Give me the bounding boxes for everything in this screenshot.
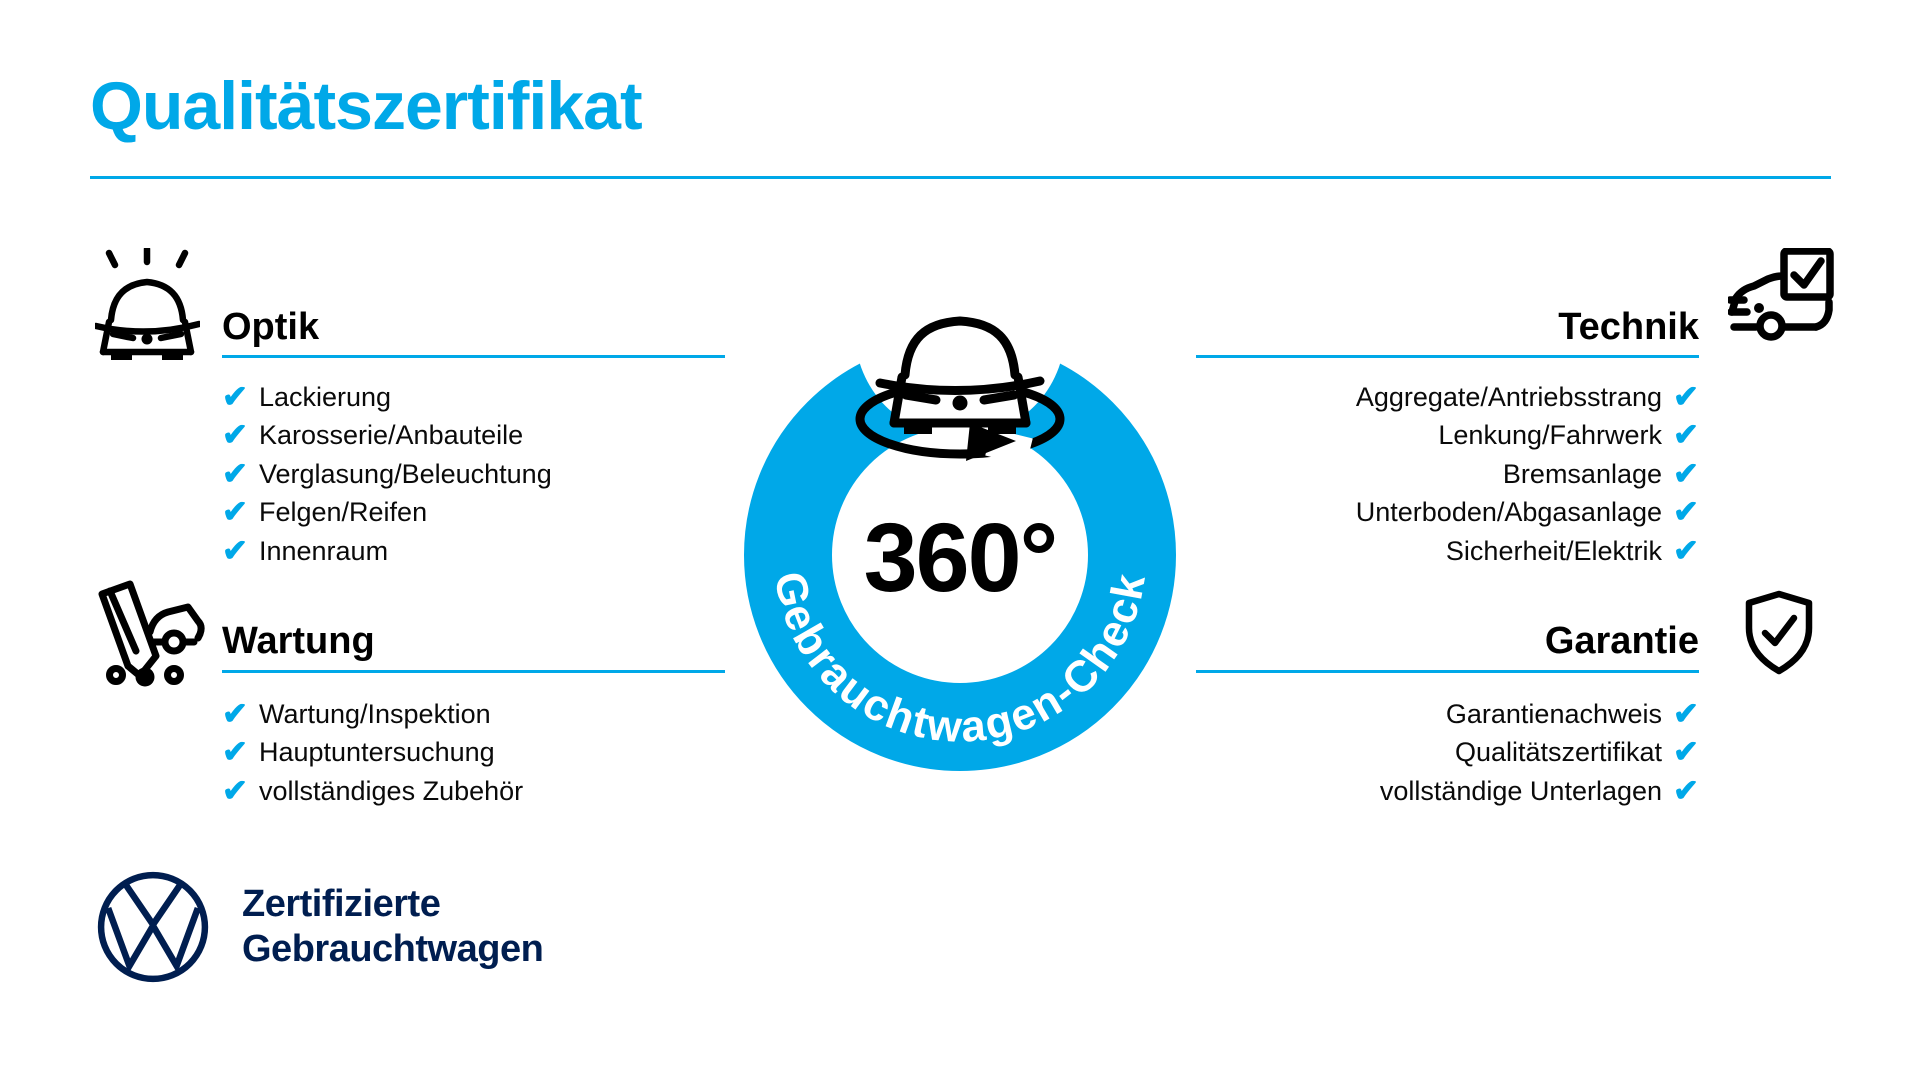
checklist-item bbox=[222, 494, 725, 533]
section-heading-wartung: Wartung bbox=[222, 620, 375, 662]
checklist-item bbox=[222, 734, 725, 773]
section-rule-wartung bbox=[222, 670, 725, 673]
checklist-item-label: Unterboden/Abgasanlage bbox=[1355, 497, 1663, 528]
checklist-item bbox=[1196, 494, 1699, 533]
car-front-shine-icon bbox=[95, 248, 200, 361]
section-rule-optik bbox=[222, 355, 725, 358]
section-heading-garantie: Garantie bbox=[1544, 620, 1699, 662]
ring-badge-360 bbox=[720, 265, 1200, 790]
check-icon: ✔ bbox=[222, 378, 248, 414]
checklist-item-label: Lackierung bbox=[258, 381, 392, 412]
checklist-item-label: Sicherheit/Elektrik bbox=[1445, 535, 1663, 566]
car-checkbox-icon bbox=[1728, 248, 1836, 358]
checklist-item bbox=[1196, 455, 1699, 494]
brand-line-2: Gebrauchtwagen bbox=[242, 928, 544, 970]
brand-text bbox=[242, 882, 543, 972]
section-rule-technik bbox=[1196, 355, 1699, 358]
check-icon: ✔ bbox=[1673, 417, 1699, 453]
checklist-item-label: Qualitätszertifikat bbox=[1454, 737, 1663, 768]
check-icon: ✔ bbox=[222, 772, 248, 808]
checklist-item-label: Garantienachweis bbox=[1445, 698, 1663, 729]
check-icon: ✔ bbox=[1673, 532, 1699, 568]
checklist-item-label: Lenkung/Fahrwerk bbox=[1438, 420, 1663, 451]
checklist-item bbox=[1196, 772, 1699, 811]
checklist-item-label: Felgen/Reifen bbox=[258, 497, 428, 528]
check-icon: ✔ bbox=[222, 455, 248, 491]
checklist-item bbox=[222, 417, 725, 456]
checklist-item bbox=[222, 455, 725, 494]
checklist-item-label: Hauptuntersuchung bbox=[258, 737, 495, 768]
check-icon: ✔ bbox=[1673, 455, 1699, 491]
checklist-item-label: Aggregate/Antriebsstrang bbox=[1355, 381, 1663, 412]
section-heading-optik: Optik bbox=[222, 306, 320, 348]
shield-check-icon bbox=[1740, 590, 1818, 676]
section-rule-garantie bbox=[1196, 670, 1699, 673]
checklist-item bbox=[1196, 417, 1699, 456]
check-icon: ✔ bbox=[1673, 695, 1699, 731]
checklist-item bbox=[1196, 532, 1699, 571]
checklist-technik bbox=[1196, 378, 1699, 571]
checklist-item-label: Innenraum bbox=[258, 535, 389, 566]
checklist-item-label: Wartung/Inspektion bbox=[258, 698, 491, 729]
checklist-item bbox=[222, 772, 725, 811]
checklist-item-label: Verglasung/Beleuchtung bbox=[258, 458, 552, 489]
checklist-item-label: Karosserie/Anbauteile bbox=[258, 420, 524, 451]
pencil-car-icon bbox=[88, 576, 206, 690]
checklist-optik bbox=[222, 378, 725, 571]
brand-line-1: Zertifizierte bbox=[242, 883, 441, 925]
checklist-item bbox=[222, 532, 725, 571]
checklist-item bbox=[222, 378, 725, 417]
check-icon: ✔ bbox=[1673, 772, 1699, 808]
vw-logo bbox=[94, 868, 212, 986]
checklist-item bbox=[222, 695, 725, 734]
checklist-item bbox=[1196, 695, 1699, 734]
check-icon: ✔ bbox=[1673, 494, 1699, 530]
checklist-item-label: Bremsanlage bbox=[1502, 458, 1663, 489]
page-title: Qualitätszertifikat bbox=[90, 68, 642, 144]
check-icon: ✔ bbox=[222, 532, 248, 568]
checklist-wartung bbox=[222, 695, 725, 811]
check-icon: ✔ bbox=[1673, 734, 1699, 770]
checklist-item bbox=[1196, 378, 1699, 417]
ring-label: Gebrauchtwagen-Check bbox=[764, 567, 1156, 753]
check-icon: ✔ bbox=[1673, 378, 1699, 414]
check-icon: ✔ bbox=[222, 695, 248, 731]
checklist-item-label: vollständiges Zubehör bbox=[258, 775, 524, 806]
check-icon: ✔ bbox=[222, 734, 248, 770]
check-icon: ✔ bbox=[222, 494, 248, 530]
degree-label: 360° bbox=[863, 503, 1057, 612]
check-icon: ✔ bbox=[222, 417, 248, 453]
title-underline bbox=[90, 176, 1831, 179]
checklist-garantie bbox=[1196, 695, 1699, 811]
checklist-item-label: vollständige Unterlagen bbox=[1379, 775, 1663, 806]
section-heading-technik: Technik bbox=[1558, 306, 1699, 348]
checklist-item bbox=[1196, 734, 1699, 773]
